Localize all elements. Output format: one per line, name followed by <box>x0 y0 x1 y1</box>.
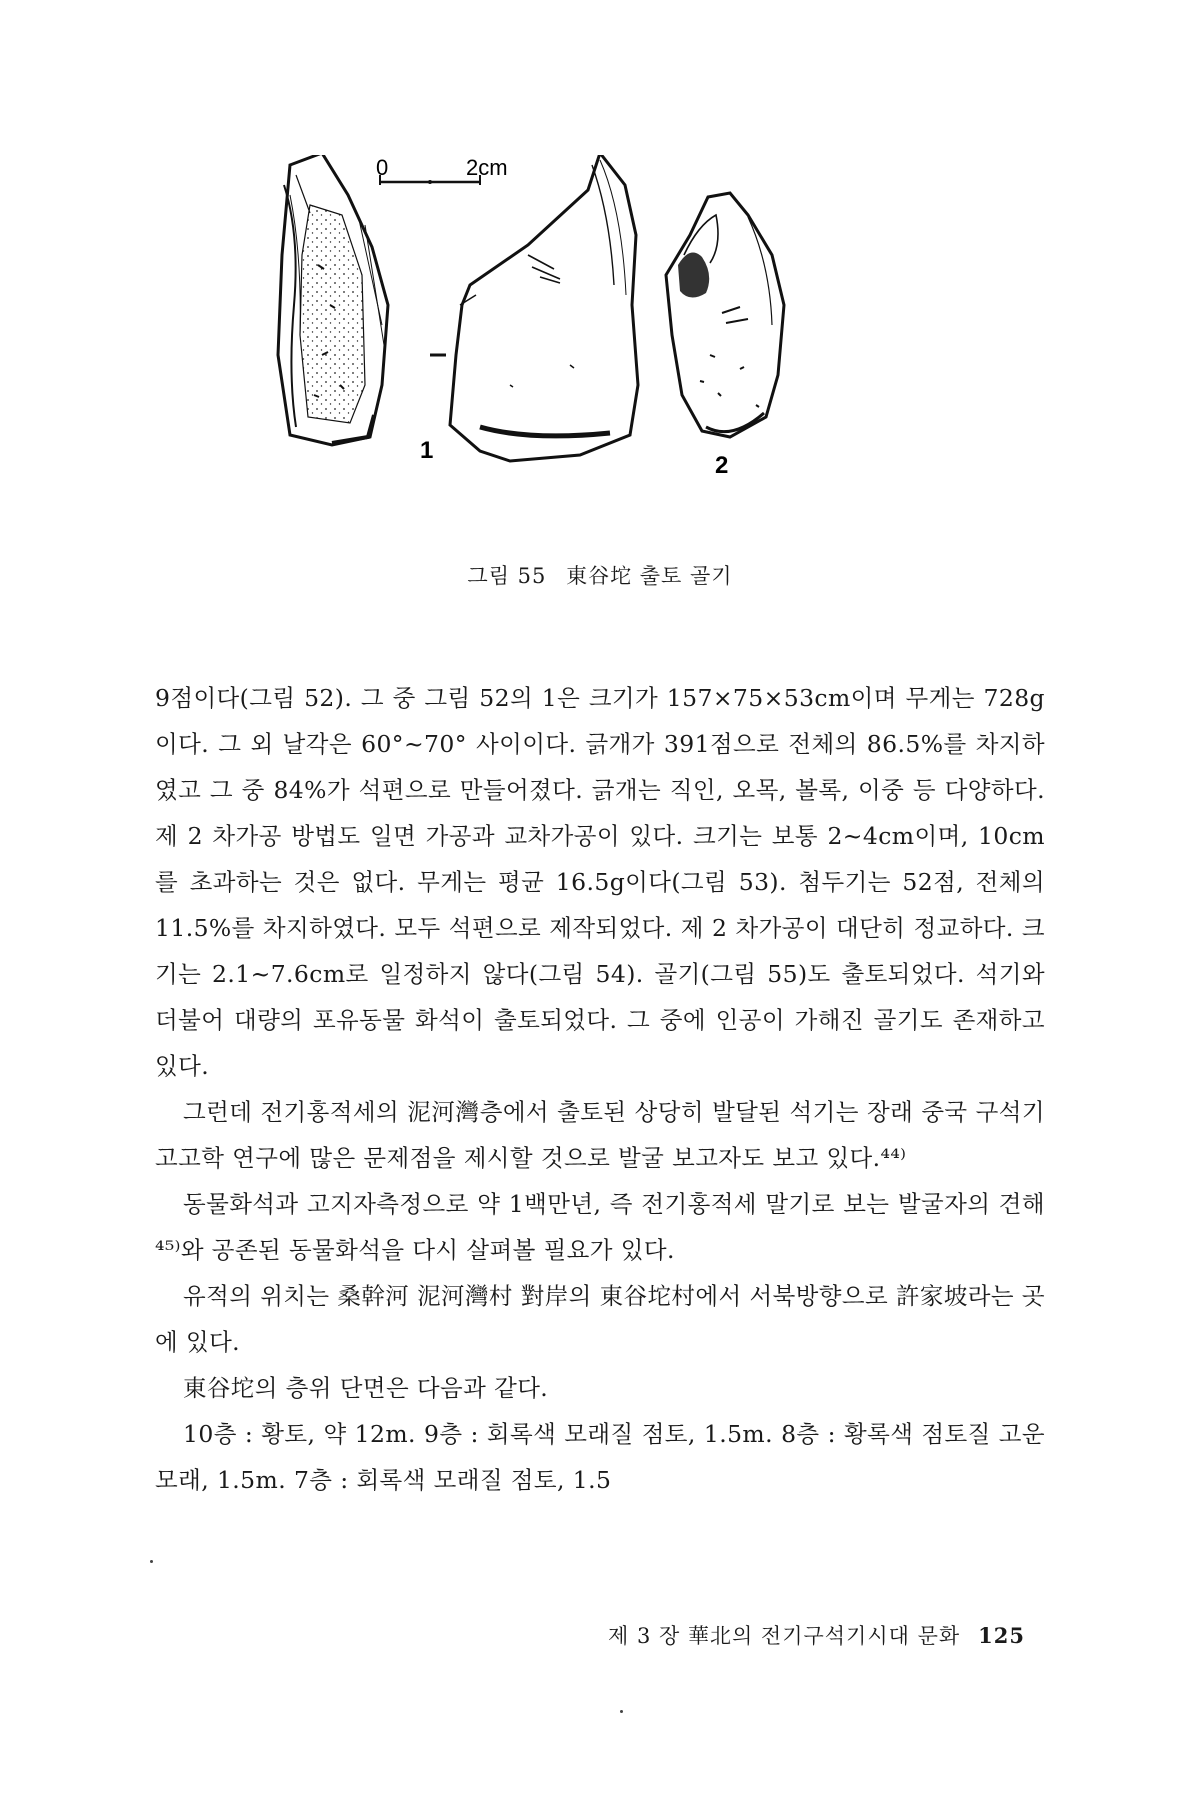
bone-tool-2 <box>666 193 784 479</box>
scale-label-end: 2cm <box>466 155 508 180</box>
bone-tool-1-side <box>420 155 638 464</box>
running-head: 제 3 장 華北의 전기구석기시대 문화 <box>607 1624 961 1648</box>
paragraph-3: 동물화석과 고지자측정으로 약 1백만년, 즉 전기홍적세 말기로 보는 발굴자의 견해⁴⁵⁾와 공존된 동물화석을 다시 살펴볼 필요가 있다. <box>155 1190 1045 1264</box>
bone-tools-figure <box>270 155 870 545</box>
bone-tools-illustration <box>270 155 870 545</box>
print-speck <box>150 1560 153 1563</box>
page-footer <box>608 1620 1025 1650</box>
caption-label: 그림 55 <box>467 564 547 588</box>
figure-caption <box>0 560 1200 590</box>
paragraph-6: 10층 : 황토, 약 12m. 9층 : 회록색 모래질 점토, 1.5m. 8층 : 황록색 점토질 고운 모래, 1.5m. 7층 : 회록색 모래질 점토, 1.5 <box>155 1420 1045 1494</box>
print-speck <box>620 1710 623 1713</box>
paragraph-5: 東谷坨의 층위 단면은 다음과 같다. <box>183 1374 549 1402</box>
bone-tool-1-front <box>278 155 388 445</box>
paragraph-4: 유적의 위치는 桑幹河 泥河灣村 對岸의 東谷坨村에서 서북방향으로 許家坡라는 곳에 있다. <box>155 1282 1045 1356</box>
body-text <box>155 675 1045 1503</box>
item-2-label: 2 <box>715 452 729 479</box>
page-number: 125 <box>978 1623 1025 1648</box>
item-1-label: 1 <box>420 437 434 464</box>
paragraph-2: 그런데 전기홍적세의 泥河灣층에서 출토된 상당히 발달된 석기는 장래 중국 구석기 고고학 연구에 많은 문제점을 제시할 것으로 발굴 보고자도 보고 있다.⁴⁴⁾ <box>155 1098 1045 1172</box>
paragraph-1: 9점이다(그림 52). 그 중 그림 52의 1은 크기가 157×75×53cm이며 무게는 728g이다. 그 외 날각은 60°~70° 사이이다. 긁개가 391점으로 전체의 86.5%를 차지하였고 그 중 84%가 석편으로 만들어졌다. 긁개는 직인, 오목, 볼록, 이중 등 다양하다. 제 2 차가공 방법도 일면 가공과 교차가공이 있다. 크기는 보통 2~4cm이며, 10cm를 초과하는 것은 없다. 무게는 평균 16.5g이다(그림 53). 첨두기는 52점, 전체의 11.5%를 차지하였다. 모두 석편으로 제작되었다. 제 2 차가공이 대단히 정교하다. 크기는 2.1~7.6cm로 일정하지 않다(그림 54). 골기(그림 55)도 출토되었다. 석기와 더불어 대량의 포유동물 화석이 출토되었다. 그 중에 인공이 가해진 골기도 존재하고 있다. <box>155 684 1045 1080</box>
scale-bar <box>376 155 508 185</box>
scale-label-zero: 0 <box>376 155 389 180</box>
caption-text: 東谷坨 출토 골기 <box>566 564 733 588</box>
